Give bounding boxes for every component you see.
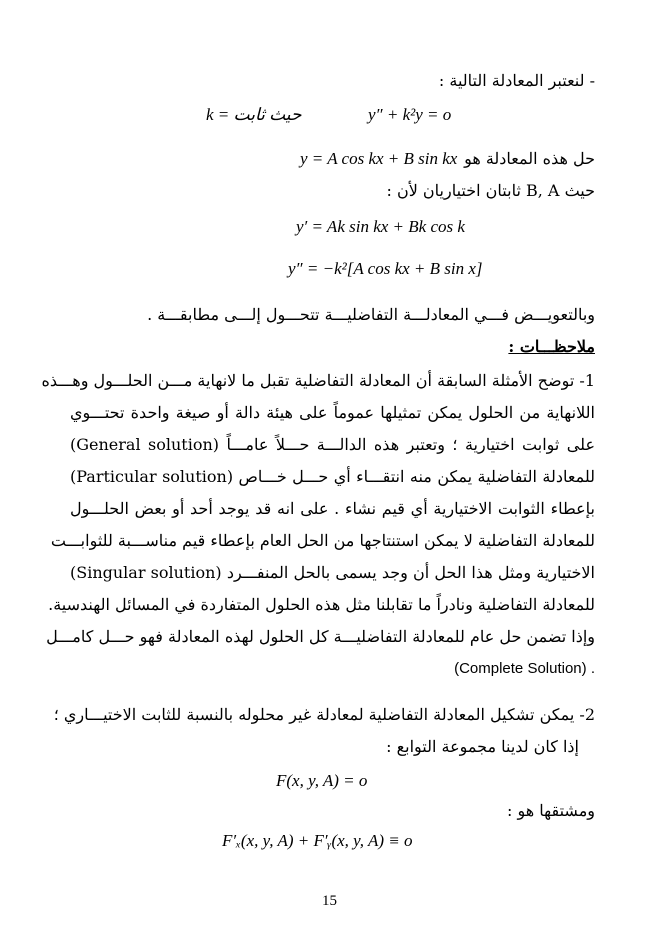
note1-line6: للمعادلة التفاضلية لا يمكن استنتاجها من الحل العام بإعطاء قيم مناســـبة للثوابـــت: [50, 531, 595, 550]
notes-heading: ملاحظـــات :: [508, 337, 595, 356]
note1-line4: للمعادلة التفاضلية يمكن منه انتقـــاء أي حـــل خـــاص (Particular solution): [70, 467, 596, 486]
note1-line9: وإذا تضمن حل عام للمعادلة التفاضليـــة كل الحلول لهذه المعادلة فهو حـــل كامـــل: [46, 627, 595, 646]
constants-line: حيث B, A ثابتان اختياريان لأن :: [386, 181, 595, 200]
note1-line5: بإعطاء الثوابت الاختيارية أي قيم نشاء . على انه قد يوجد أحد أو بعض الحلـــول: [70, 499, 595, 518]
intro-line: - لنعتبر المعادلة التالية :: [438, 71, 595, 90]
first-derivative: y′ = Ak sin kx + Bk cos k: [296, 217, 465, 236]
note1-line7: الاختيارية ومثل هذا الحل أن وجد يسمى بالحل المنفـــرد (Singular solution): [70, 563, 595, 582]
note2-line2: إذا كان لدينا مجموعة التوابع :: [386, 737, 579, 756]
note1-line3: على ثوابت اختيارية ؛ وتعتبر هذه الدالـــة حـــلاً عامـــاً (General solution): [70, 435, 595, 454]
total-derivative-equation: F′ₓ(x, y, A) + F′ᵧ(x, y, A) ≡ o: [222, 831, 413, 850]
note1-line1: 1- توضح الأمثلة السابقة أن المعادلة التفاضلية تقبل ما لانهاية مـــن الحلـــول وهـــذه: [41, 371, 595, 390]
main-equation: y″ + k²y = o: [368, 105, 452, 124]
function-equation: F(x, y, A) = o: [276, 771, 368, 790]
solution-equation: y = A cos kx + B sin kx: [300, 149, 458, 168]
substitution-line: وبالتعويـــض فـــي المعادلـــة التفاضليـــة تتحـــول إلـــى مطابقـــة .: [147, 305, 595, 324]
constant-k-line: k = حيث ثابت: [206, 105, 302, 124]
note1-line2: اللانهاية من الحلول يمكن تمثيلها عموماً على هيئة دالة أو صيغة واحدة تحتـــوي: [70, 403, 595, 422]
note1-line10: . (Complete Solution): [454, 660, 595, 677]
note2-line1: 2- يمكن تشكيل المعادلة التفاضلية لمعادلة غير محلوله بالنسبة للثابت الاختيـــاري ؛: [53, 705, 595, 724]
solution-label: حل هذه المعادلة هو: [464, 149, 595, 168]
page-number: 15: [322, 893, 337, 909]
note1-line8: للمعادلة التفاضلية ونادراً ما تقابلنا مثل هذه الحلول المتفاردة في المسائل الهندسية.: [48, 595, 595, 614]
derivative-label: ومشتقها هو :: [506, 801, 595, 820]
second-derivative: y″ = −k²[A cos kx + B sin x]: [288, 259, 483, 278]
